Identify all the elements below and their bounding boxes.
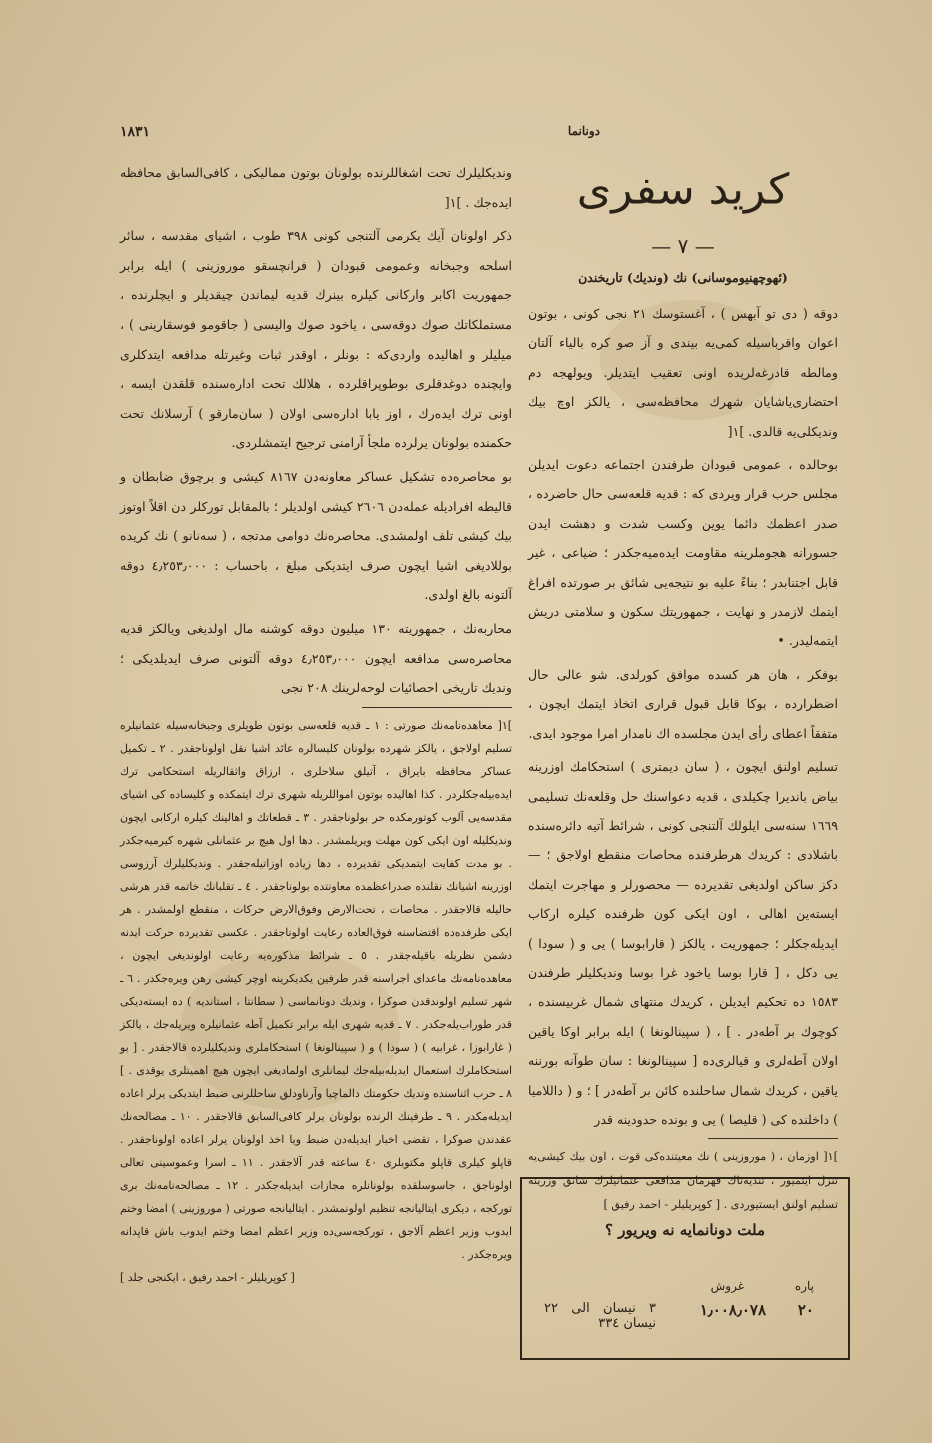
article-body [528,299,838,1134]
footnote-text: ]١[ معاهده‌نامه‌نك صورتی : ١ ـ قدیه قلعه‌سی بوتون طوپلری وجبخانه‌سیله عثمانیلره تسلیم اولاجق ، یالکز شهرده بولونان کلیسالره عائد اشیا نقل اولوناجقدر . ٢ ـ تکمیل عساکر محافظه بایراق ، آتیلق سلاحلری ، ارزاق واثقالریله استحکامی ترك ایده‌بیله‌جکلردر . کذا اهالیده بوتون امواللریله شهری ترك ایتمکده و کلیساده کی اشیای مقدسه‌یی آلوب کوتورمکده حر بولوناجقدر . ٣ ـ قطعاتك و اهالینك کیلره ارکابی ایچون وندیکلیله اون ایکی کون مهلت ویریلمشدر . دها اول هیچ بر عثمانلی شهره کیرمیه‌جکدر . بو مدت کفایت ایتمدیکی تقدیرده ، دها زیاده اوزاتیله‌جقدر . وندیکلیلرك آرزوسی اوزرینه اشیانك نقلنده صدراعظمده معاونتده بولوناجقدر . ٤ ـ تقلبانك خاتمه قدر هرشی حالیله قالاجقدر . محاصات ، تحت‌الارض وفوق‌الارض حرکات ، منقطع اولمشدر . هر ایکی طرفده‌ده اقتضاسنه فوق‌العاده رعایت اولوناجقدر . عکسی تقدیرده حرکت ایدنه دشمن نظریله باقیله‌جقدر . ٥ ـ شرائط مذکوره‌یه رعایت اولوندیغی ایچون ، معاهده‌نامه‌نك ماعدای اجراسنه قدر طرفین یکدیکرینه اوچر کیشی رهن ویره‌جکدر . ٦ ـ شهر تسلیم اولوندقدن صوکرا ، وندیك دونانماسی ( سطانتا ، استاندیه ) ده ایسته‌دیکی قدر طوراب‌یله‌جکدر . ٧ ـ قدیه شهری ایله برابر تکمیل آطه عثمانیلره ویریله‌جك ، یالکز ( غارابوزا ، غرابیه ) ( سودا ) و ( سپینالونغا ) استحکاملری وندیکلیلرده قالاجقدر . [ بو استحکاملرك استعمال ایدیله‌بیله‌جك لیمانلری اولمادیغی ایچون هیچ اهمیتلری یوقدی . ] ٨ ـ حرب اثناسنده وندیك حکومتك دالماچیا وآرناودلق ساحللرنی ضبط ایتدیکی یرلر اعاده ایدیله‌مکدر . ٩ ـ طرفینك الرنده بولونان یرلر کافی‌السابق قالاجقدر . ١٠ ـ مصالحه‌نك عقدندن صوکرا ، تقضی اخبار ایدیله‌دن ضبط ویا اخذ اولونان یرلر اعاده اولوناجقدر . قاپلو کیلری قاپلو مکتوبلری ٤٠ ساعته قدر آلاجقدر . ١١ ـ اسرا وعموسینی تعالی اولوناجق ، جاسوسلقده بولونانلره مجازات ایدیله‌جکدر . ١٢ ـ مصالحه‌نامه‌نك بری تورکجه ، دیکری ایتالیانجه تنظیم اولونمشدر . ایتالیانجه صورتی ( موروزینی ) امضا وختم ایدوب وزیر اعظم آلاجق ، تورکجه‌سی‌ده وزیر اعظم امضا وختم ایدوب باش قاپدانه ویره‌جکدر . [120,718,513,1261]
journal-name: دونانما [567,124,600,138]
kurus-value: ١٫٠٠٨٫٠٧٨ [699,1301,766,1319]
treaty-footnote [120,714,512,1289]
paragraph: بوفکر ، هان هر کسده موافق کورلدی. شو عالی حال اضطرارده ، بوکا قابل قبول قراری اتخاذ ایتمك ایچون ، متفقاً اعطای رأی ایدن مجلسده اك نامدار امرا موجود ایدی. [528,666,838,741]
donation-box [520,1177,850,1360]
footnote-credit: [ کوپریلیلر - احمد رفیق ، ایکنجی جلد ] [120,1270,295,1284]
paragraph: ذکر اولونان آیك یکرمی آلتنجی کونی ٣٩٨ طوب ، اشیای مقدسه ، سائر اسلحه وجبخانه وعمومی قبودان ( فرانچسقو موروزینی ) ایله برابر جمهوریت اکابر وارکانی کیلره بینرك قدیه لیماندن چیقدیلر و ایچلرنده ، مستملکاتك صوك دوقه‌سی ، یاخود صوك والیسی ( جاقومو فوسقارینی ) ، میلیلر و اهالیده واردی‌که : بونلر ، اوقدر ثبات وغیرتله مدافعه ایتدکلری وایچنده دوغدقلری بوطوپراقلرده ، هلالك تحت اداره‌سنده قلقدن ایسه ، اونی ترك ایده‌رك ، اوز یابا اداره‌سی اولان ( سان‌مارقو ) آرسلانك تحت حکمنده بولونان یرلرده ملجأ آرامنی ترجیح ایتمشلردی. [120,228,512,451]
left-column [120,158,512,1289]
footnote-rule [708,1138,838,1139]
kurus-header: غروش [710,1279,744,1293]
running-head [120,122,840,146]
paragraph: دوقه ( دی تو آبهس ) ، آغستوسك ٢١ نجی کونی ، بوتون اعوان واقرباسیله کمی‌یه بیندی و آز صو کره بالیاء آلتان ومالطه قادرغه‌لریده اونی تعقیب ایتدیلر. ویولهجه دم احتضاری‌یاشایان شهرك محافظه‌سی ، یالکز اوچ بیك ونديكلی‌یه قالدی. ]١[ [528,306,839,439]
footnote-rule [362,707,512,708]
page-number: ١٨٣١ [120,124,151,140]
right-column [528,160,838,1217]
date-range: ٣ نیسان الی ٢٢ نیسان ٣٣٤ [544,1301,656,1331]
paragraph: بوحالده ، عمومی قبودان طرفندن اجتماعه دعوت ایدیلن مجلس حرب قرار ویردی که : قدیه قلعه‌سی حال حاضرده ، صدر اعظمك دائما یوین وکسب شدت و دهشت ایدن جسورانه هجوملرینه مقاومت ایده‌میه‌جکدر ؛ ضیاعی ، غیر قابل اجتنابدر ؛ بناءً علیه بو نتیجه‌یی شائق بر صورتده افراغ ایتمك لازمدر و نهایت ، جمهوریتك سکون و سلامتی دریش ایتمه‌لیدر. • [528,457,838,649]
para-value: ٢٠ [797,1301,814,1319]
article-title: کرید سفری [576,165,790,214]
article-byline: (ئهوچهنیوموسانی) نك (ونديك) تاریخندن [578,270,788,285]
article-body-continued [120,158,512,703]
footnote-text: ]١[ اوزمان ، ( موروزینی ) نك معیتنده‌کی قوت ، اون بیك کیشی‌یه تنزل ایتمیور ، تندیه‌ناك قهرمان مدافعی عثمانیلرك شائق وزرینه تسلیم اولنق ایستیوردی . [ کوپریلیلر - احمد رفیق ] [528,1150,838,1212]
box-column-headers [544,1279,814,1297]
paragraph: تسلیم اولنق ایچون ، ( سان دیمتری ) استحکامك اوزرینه بیاض باندیرا چکیلدی ، قدیه دعواسنك حل وقلعه‌نك تسلیمی ١٦٦٩ سنه‌سی ایلولك آلتنجی کونی ، شرائط آتیه دائره‌سنده باشلادی : کریدك هرطرفنده محاصات منقطع اولاجق ؛ — دکز ساکن اولدیغی تقدیرده — محصورلر و مهاجرت ایتمك ایسته‌ین اهالی ، اون ایکی کون ظرفنده کیلره ارکاب ایدیله‌جکلر ؛ جمهوریت ، یالکز ( قارابوسا ) یی و ( سودا ) یی دکل ، [ قارا بوسا یاخود غرا بوسا وندیکلیلر طرفندن ١٥٨٣ ده تحکیم ایدیلن ، کریدك منتهای شمال غربیسنده ، کوچوك بر آطه‌در . ] ، ( سپینالونغا ) ایله برابر اوکا یاقین اولان آطه‌لری و قیالری‌ده [ سپینالونغا : سان طوآنه بورننه یاقین ، کریدك شمال ساحلنده کائن بر آطه‌در ] ؛ و ( داللامیا ) داخلنده کی ( قلیصا ) یی و بونده حدودینه قدر [528,759,838,1127]
para-header: پاره [794,1279,814,1293]
paragraph: محاربه‌نك ، جمهوریته ١٣٠ میلیون دوقه کوشنه مال اولدیغی ویالکز قدیه محاصره‌سی مدافعه ایچون ٤٫٢٥٣٫٠٠٠ دوقه آلتونی صرف ایدیلدیکی ؛ وندیك تاریخی احصائیات لوحه‌لرینك ٢٠٨ نجی [120,620,512,696]
box-title: ملت دونانمایه نه ویریور ؟ [605,1221,765,1239]
paragraph: وندیکلیلرك تحت اشغاللرنده بولونان بوتون مماليکی ، کافی‌السابق محافظه ایده‌جك . ]١[ [120,165,512,210]
paragraph: بو محاصره‌ده تشکیل عساکر معاونه‌دن ٨١٦٧ کیشی و برچوق ضابطان و قالیطه افرادیله عمله‌دن ٢٦٠٦ کیشی اولدیلر ؛ بالمقابل تورکلر دن اقلاً اوتوز بیك کیشی تلف اولمشدی. محاصره‌نك دوامی مدتجه ، ( سه‌نانو ) نك کریده بوللادیغی اشیا ایچون صرف ایتدیکی مبلغ ، باحساب : ٤٫٢٥٣٫٠٠٠ دوقه آلتونه بالغ اولدی. [120,468,512,603]
part-number: — ٧ — [651,234,715,258]
box-values-row [544,1301,814,1331]
